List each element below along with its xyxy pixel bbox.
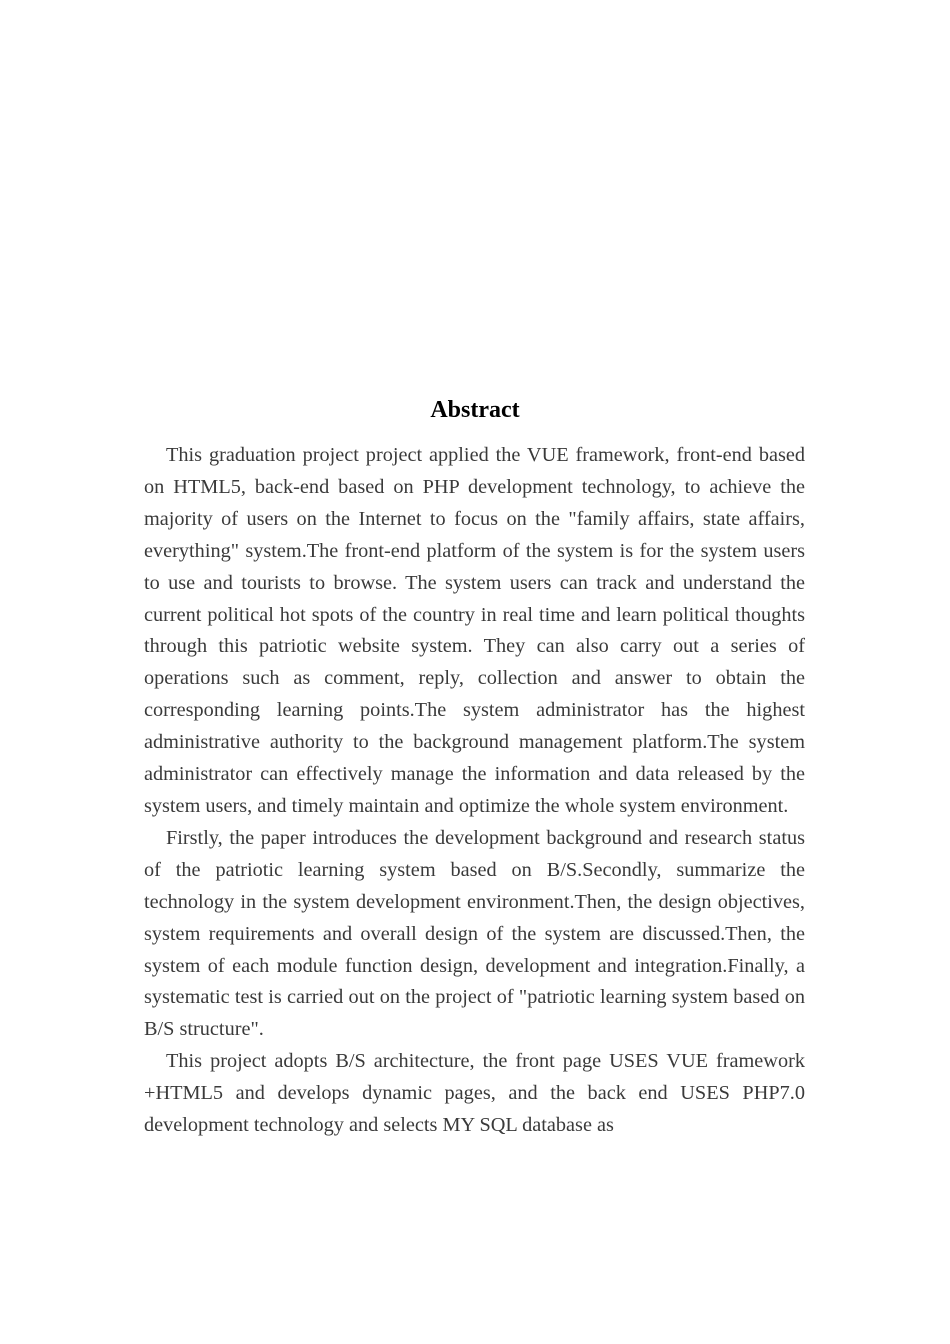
abstract-paragraph-3: This project adopts B/S architecture, the front page USES VUE framework +HTML5 and develops dynamic pages, and the back end USES PHP7.0 development technology and selects MY SQL database as	[144, 1050, 805, 1137]
abstract-paragraph-1: This graduation project project applied the VUE framework, front-end based on HTML5, back-end based on PHP development technology, to achieve the majority of users on the Internet to focus on the "family affairs, state affairs, everything" system.The front-end platform of the system is for the system users to use and tourists to browse. The system users can track and understand the current political hot spots of the country in real time and learn political thoughts through this patriotic website system. They can also carry out a series of operations such as comment, reply, collection and answer to obtain the corresponding learning points.The system administrator has the highest administrative authority to the background management platform.The system administrator can effectively manage the information and data released by the system users, and timely maintain and optimize the whole system environment.	[144, 444, 805, 817]
abstract-paragraph-2: Firstly, the paper introduces the development background and research status of the patriotic learning system based on B/S.Secondly, summarize the technology in the system development environment.Then, the design objectives, system requirements and overall design of the system are discussed.Then, the system of each module function design, development and integration.Finally, a systematic test is carried out on the project of "patriotic learning system based on B/S structure".	[144, 826, 805, 1041]
abstract-body	[144, 440, 805, 1142]
abstract-title: Abstract	[430, 397, 520, 423]
